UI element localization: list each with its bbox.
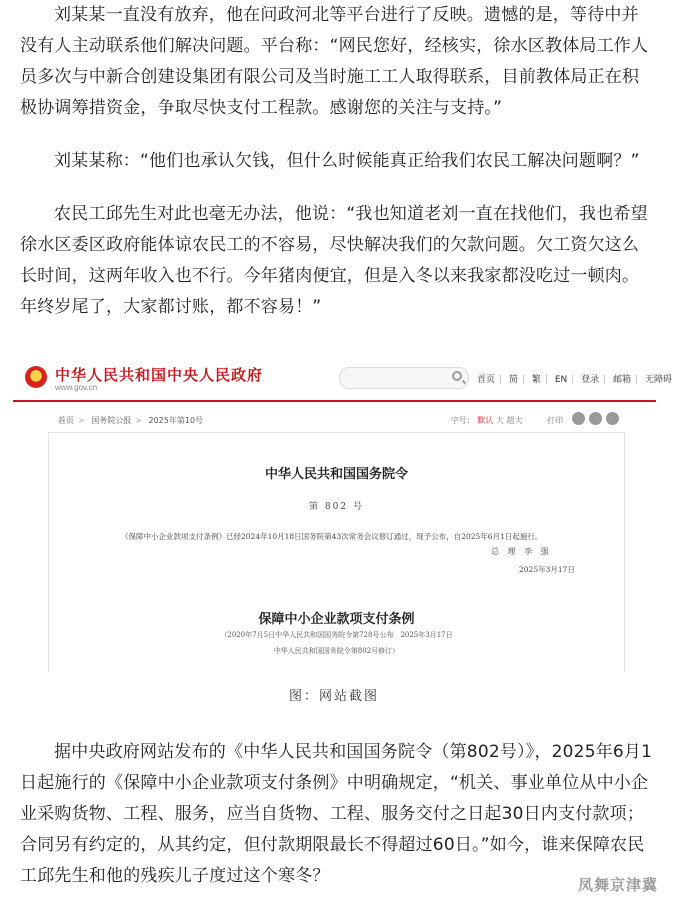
article-paragraph-2: 刘某某称：“他们也承认欠钱，但什么时候能真正给我们农民工解决问题啊？” (54, 151, 640, 171)
nav-mail[interactable]: 邮箱 (613, 375, 632, 385)
nav-simplified[interactable]: 简 (508, 375, 518, 385)
article-paragraph-4: 据中央政府网站发布的《中华人民共和国国务院令（第802号）》，2025年6月1日起施行的《保障中小企业款项支付条例》中明确规定，“机关、事业单位从中小企业采购货物、工程、服务，应当自货物、工程、服务交付之日起30日内支付款项；合同另有约定的，从其约定，但付款期限最长不得超过60日。”如今，谁来保障农民工邱先生和他的残疾儿子度过这个寒冬？ (20, 742, 653, 886)
search-icon[interactable] (452, 371, 462, 381)
regulation-history-1: （2020年7月5日中华人民共和国国务院令第728号公布 2025年3月17日 (220, 631, 453, 639)
article-paragraph-1: 刘某某一直没有放弃，他在问政河北等平台进行了反映。遗憾的是，等待中并没有人主动联系他们解决问题。平台称：“网民您好，经核实，徐水区教体局工作人员多次与中新合创建设集团有限公司及当时施工工人取得联系，目前教体局正在积极协调筹措资金，争取尽快支付工程款。感谢您的关注与支持。” (20, 5, 649, 118)
site-header (13, 352, 673, 400)
nav-home[interactable]: 首页 (477, 375, 496, 385)
breadcrumb-home[interactable]: 首页 (58, 416, 74, 425)
font-size-large[interactable]: 大 (495, 416, 504, 425)
decree-signer: 总 理 李 强 (491, 547, 552, 556)
article-paragraph-3: 农民工邱先生对此也毫无办法，他说：“我也知道老刘一直在找他们，我也希望徐水区委区政府能体谅农民工的不容易，尽快解决我们的欠款问题。欠工资欠这么长时间，这两年收入也不行。今年猪肉便宜，但是入冬以来我家都没吃过一顿肉。年终岁尾了，大家都讨账，都不容易！” (20, 204, 648, 317)
print-button[interactable]: 打印 (547, 416, 563, 425)
decree-number: 第 802 号 (309, 502, 364, 512)
nav-english[interactable]: EN (554, 375, 568, 385)
nav-login[interactable]: 登录 (581, 375, 600, 385)
header-divider (13, 400, 656, 402)
more-share-icon[interactable] (606, 412, 619, 425)
national-emblem-icon (25, 366, 47, 388)
search-input[interactable] (339, 367, 469, 389)
regulation-history-2: 中华人民共和国国务院令第802号修订） (273, 647, 400, 655)
watermark: 凤舞京津冀 (577, 876, 658, 894)
top-nav: 首页 | 简 | 繁 | EN | 登录 | 邮箱 | 无障碍 (477, 375, 673, 385)
decree-date: 2025年3月17日 (519, 565, 575, 574)
weibo-icon[interactable] (572, 412, 585, 425)
font-size-controls (451, 415, 563, 426)
document-body (48, 432, 625, 672)
decree-title: 中华人民共和国国务院令 (264, 467, 408, 482)
breadcrumb-issue[interactable]: 2025年第10号 (148, 416, 204, 425)
font-size-default[interactable]: 默认 (477, 416, 494, 425)
breadcrumb: 首页 > 国务院公报 > 2025年第10号 字号： 默认 大 超大 打印 (48, 410, 623, 430)
site-title: 中华人民共和国中央人民政府 (55, 366, 264, 384)
share-icons (568, 412, 619, 425)
nav-traditional[interactable]: 繁 (531, 375, 541, 385)
font-size-xlarge[interactable]: 超大 (506, 416, 523, 425)
site-url: www.gov.cn (55, 383, 98, 392)
nav-accessibility[interactable]: 无障碍 (645, 375, 673, 385)
decree-text: 《保障中小企业款项支付条例》已经2024年10月18日国务院第43次常务会议修订通过，现予公布，自2025年6月1日起施行。 (121, 532, 543, 541)
figure-caption: 图：网站截图 (288, 689, 379, 704)
breadcrumb-gazette[interactable]: 国务院公报 (91, 416, 132, 425)
regulation-title: 保障中小企业款项支付条例 (258, 612, 415, 627)
website-screenshot (13, 352, 673, 671)
wechat-icon[interactable] (589, 412, 602, 425)
font-size-label: 字号： (450, 416, 475, 425)
